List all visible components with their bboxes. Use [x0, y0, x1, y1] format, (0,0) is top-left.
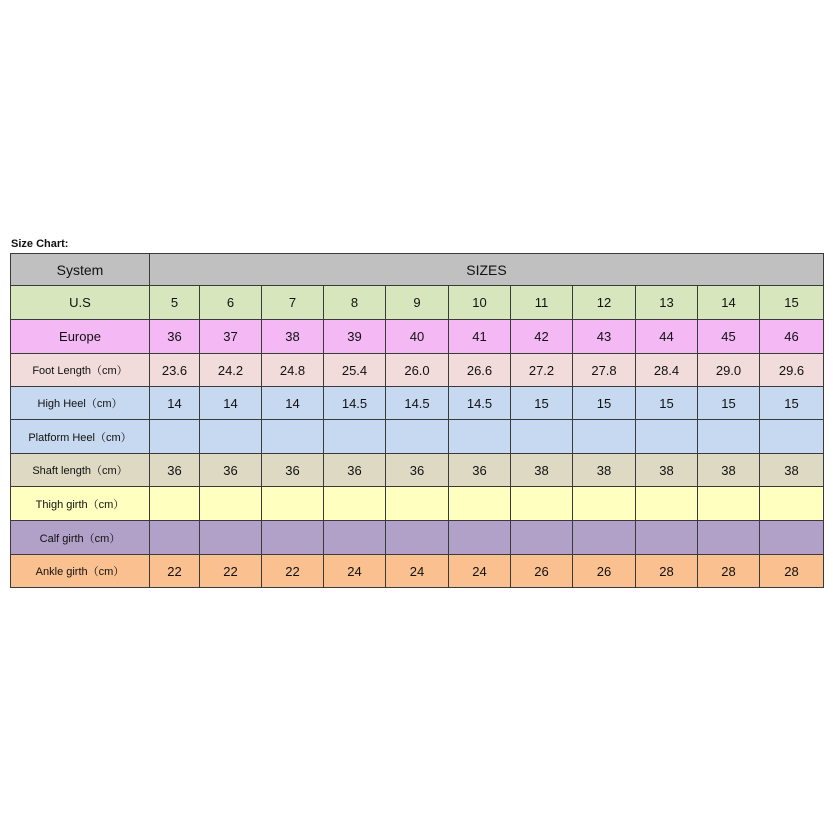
table-cell: 9 — [386, 286, 449, 320]
table-cell: 14 — [200, 387, 262, 420]
table-cell — [324, 420, 386, 454]
table-cell — [386, 521, 449, 555]
table-cell: 28 — [698, 555, 760, 588]
table-cell: 12 — [573, 286, 636, 320]
table-cell: 36 — [150, 454, 200, 487]
table-cell: 22 — [150, 555, 200, 588]
table-cell — [324, 487, 386, 521]
table-cell: 11 — [511, 286, 573, 320]
table-row — [11, 521, 824, 555]
table-cell: 36 — [262, 454, 324, 487]
table-cell — [262, 521, 324, 555]
row-label: U.S — [11, 286, 150, 320]
table-cell — [636, 521, 698, 555]
table-row — [11, 454, 824, 487]
table-cell: 44 — [636, 320, 698, 354]
table-cell: 28 — [760, 555, 824, 588]
table-cell: 5 — [150, 286, 200, 320]
table-cell — [511, 420, 573, 454]
table-cell: 24.8 — [262, 354, 324, 387]
table-cell — [760, 521, 824, 555]
table-cell: 14 — [150, 387, 200, 420]
row-label: Foot Length（cm） — [11, 354, 150, 387]
table-cell — [511, 487, 573, 521]
table-row — [11, 286, 824, 320]
table-cell: 7 — [262, 286, 324, 320]
table-cell: 28.4 — [636, 354, 698, 387]
table-cell — [698, 487, 760, 521]
table-cell: 40 — [386, 320, 449, 354]
table-cell: 25.4 — [324, 354, 386, 387]
table-cell — [449, 487, 511, 521]
table-cell: 24.2 — [200, 354, 262, 387]
table-row — [11, 420, 824, 454]
table-cell: 36 — [449, 454, 511, 487]
table-cell — [324, 521, 386, 555]
table-cell — [386, 487, 449, 521]
table-cell — [698, 521, 760, 555]
table-cell: 6 — [200, 286, 262, 320]
table-cell: 14.5 — [449, 387, 511, 420]
row-label: Ankle girth（cm） — [11, 555, 150, 588]
table-cell: 15 — [760, 387, 824, 420]
table-cell — [200, 521, 262, 555]
table-cell: 26.0 — [386, 354, 449, 387]
table-cell: 29.0 — [698, 354, 760, 387]
table-cell — [386, 420, 449, 454]
chart-title: Size Chart: — [11, 238, 69, 250]
table-cell: 23.6 — [150, 354, 200, 387]
table-cell: 38 — [636, 454, 698, 487]
table-cell: 38 — [511, 454, 573, 487]
table-cell: 10 — [449, 286, 511, 320]
table-cell: 24 — [386, 555, 449, 588]
table-cell — [262, 420, 324, 454]
row-label: High Heel（cm） — [11, 387, 150, 420]
table-cell — [636, 420, 698, 454]
table-cell: 36 — [386, 454, 449, 487]
table-cell — [449, 420, 511, 454]
table-cell — [150, 521, 200, 555]
table-cell: 14 — [262, 387, 324, 420]
table-cell — [636, 487, 698, 521]
table-cell: 13 — [636, 286, 698, 320]
table-cell: 27.2 — [511, 354, 573, 387]
table-cell: 26 — [573, 555, 636, 588]
row-label: Platform Heel（cm） — [11, 420, 150, 454]
table-row — [11, 320, 824, 354]
table-cell: 36 — [324, 454, 386, 487]
table-cell: 8 — [324, 286, 386, 320]
table-cell: 38 — [760, 454, 824, 487]
table-cell: 15 — [698, 387, 760, 420]
table-cell — [573, 487, 636, 521]
table-row — [11, 387, 824, 420]
row-label: Calf girth（cm） — [11, 521, 150, 555]
size-chart-table — [10, 253, 824, 588]
table-body — [11, 254, 824, 588]
table-cell: 43 — [573, 320, 636, 354]
table-cell: 42 — [511, 320, 573, 354]
table-cell — [573, 521, 636, 555]
table-cell — [150, 420, 200, 454]
table-cell: 38 — [262, 320, 324, 354]
table-cell: 15 — [636, 387, 698, 420]
table-row — [11, 354, 824, 387]
table-cell: 46 — [760, 320, 824, 354]
table-cell: 45 — [698, 320, 760, 354]
table-cell: 15 — [573, 387, 636, 420]
table-cell: 29.6 — [760, 354, 824, 387]
row-label: Thigh girth（cm） — [11, 487, 150, 521]
table-cell — [262, 487, 324, 521]
table-cell: 24 — [449, 555, 511, 588]
row-label: Europe — [11, 320, 150, 354]
table-cell — [698, 420, 760, 454]
table-cell — [449, 521, 511, 555]
table-cell: 39 — [324, 320, 386, 354]
table-cell: 14 — [698, 286, 760, 320]
table-cell: 15 — [511, 387, 573, 420]
table-cell: 38 — [573, 454, 636, 487]
table-cell — [150, 487, 200, 521]
table-cell — [760, 487, 824, 521]
system-header: System — [11, 254, 150, 286]
header-row — [11, 254, 824, 286]
table-cell: 26 — [511, 555, 573, 588]
table-cell: 37 — [200, 320, 262, 354]
table-cell: 22 — [262, 555, 324, 588]
table-cell — [200, 420, 262, 454]
table-cell: 22 — [200, 555, 262, 588]
table-cell: 28 — [636, 555, 698, 588]
sizes-header: SIZES — [150, 254, 824, 286]
row-label: Shaft length（cm） — [11, 454, 150, 487]
table-cell: 15 — [760, 286, 824, 320]
table-cell: 14.5 — [324, 387, 386, 420]
table-row — [11, 555, 824, 588]
table-cell: 26.6 — [449, 354, 511, 387]
table-row — [11, 487, 824, 521]
table-cell — [511, 521, 573, 555]
table-cell: 41 — [449, 320, 511, 354]
table-cell: 24 — [324, 555, 386, 588]
table-cell — [573, 420, 636, 454]
table-cell: 36 — [150, 320, 200, 354]
table-cell: 38 — [698, 454, 760, 487]
table-cell: 36 — [200, 454, 262, 487]
table-cell: 27.8 — [573, 354, 636, 387]
table-cell — [200, 487, 262, 521]
table-cell — [760, 420, 824, 454]
table-cell: 14.5 — [386, 387, 449, 420]
